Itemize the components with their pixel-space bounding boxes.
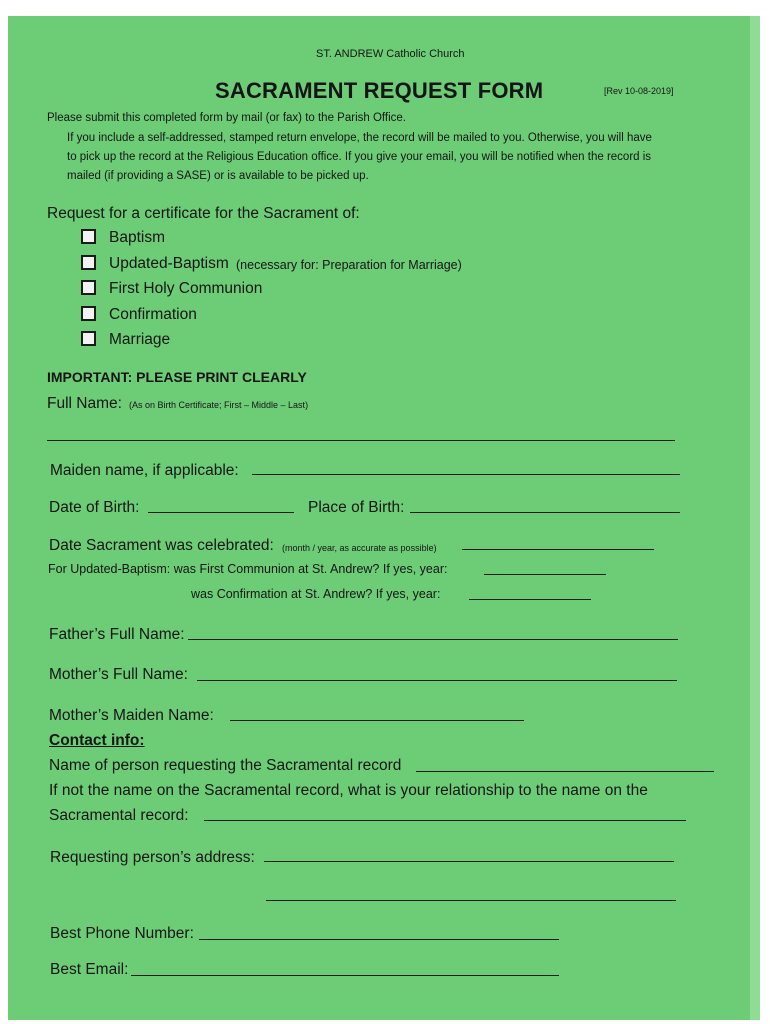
- father-name-field[interactable]: [188, 639, 678, 640]
- address-field-line-1[interactable]: [264, 861, 674, 862]
- requester-name-field[interactable]: [416, 771, 714, 772]
- option-first-communion-label: First Holy Communion: [109, 280, 263, 297]
- phone-field[interactable]: [199, 939, 559, 940]
- checkbox-confirmation[interactable]: [81, 306, 96, 321]
- father-name-label: Father’s Full Name:: [49, 626, 185, 643]
- dob-label: Date of Birth:: [49, 499, 140, 516]
- date-celebrated-field[interactable]: [462, 549, 654, 550]
- updated-communion-year-field[interactable]: [484, 574, 606, 575]
- checkbox-baptism[interactable]: [81, 229, 96, 244]
- mother-name-field[interactable]: [197, 680, 677, 681]
- date-celebrated-note: (month / year, as accurate as possible): [282, 543, 437, 553]
- updated-confirmation-label: was Confirmation at St. Andrew? If yes, year:: [191, 587, 441, 601]
- maiden-name-label: Maiden name, if applicable:: [50, 462, 239, 479]
- address-field-line-2[interactable]: [266, 900, 676, 901]
- option-confirmation-label: Confirmation: [109, 306, 197, 323]
- address-label: Requesting person’s address:: [50, 849, 255, 866]
- email-field[interactable]: [131, 975, 559, 976]
- requester-name-label: Name of person requesting the Sacramental record: [49, 757, 402, 774]
- intro-line-4: mailed (if providing a SASE) or is available to be picked up.: [67, 170, 369, 182]
- option-baptism-label: Baptism: [109, 229, 165, 246]
- contact-heading: Contact info:: [49, 732, 145, 749]
- mother-maiden-name-field[interactable]: [230, 720, 524, 721]
- checkbox-first-communion[interactable]: [81, 280, 96, 295]
- checkbox-updated-baptism[interactable]: [81, 255, 96, 270]
- email-label: Best Email:: [50, 961, 129, 978]
- dob-field[interactable]: [148, 512, 294, 513]
- option-marriage-label: Marriage: [109, 331, 171, 348]
- relationship-label-line-2: Sacramental record:: [49, 807, 189, 824]
- relationship-field[interactable]: [204, 820, 686, 821]
- maiden-name-field[interactable]: [252, 474, 680, 475]
- pob-field[interactable]: [410, 512, 680, 513]
- relationship-label-line-1: If not the name on the Sacramental record, what is your relationship to the name on the: [49, 782, 648, 799]
- option-updated-baptism-note: (necessary for: Preparation for Marriage): [236, 258, 462, 272]
- intro-line-2: If you include a self-addressed, stamped return envelope, the record will be mailed to you. Otherwise, you will have: [67, 132, 652, 144]
- full-name-note: (As on Birth Certificate; First – Middle – Last): [129, 400, 309, 410]
- phone-label: Best Phone Number:: [50, 925, 194, 942]
- church-name: ST. ANDREW Catholic Church: [316, 48, 465, 60]
- option-updated-baptism-label: Updated-Baptism: [109, 255, 229, 272]
- pob-label: Place of Birth:: [308, 499, 405, 516]
- updated-communion-label: For Updated-Baptism: was First Communion at St. Andrew? If yes, year:: [48, 562, 448, 576]
- date-celebrated-label: Date Sacrament was celebrated:: [49, 537, 274, 554]
- form-title: SACRAMENT REQUEST FORM: [215, 78, 544, 103]
- updated-confirmation-year-field[interactable]: [469, 599, 591, 600]
- checkbox-marriage[interactable]: [81, 331, 96, 346]
- full-name-field[interactable]: [47, 440, 675, 441]
- intro-line-3: to pick up the record at the Religious Education office. If you give your email, you will be notified when the record is: [67, 151, 652, 163]
- intro-line-1: Please submit this completed form by mail (or fax) to the Parish Office.: [47, 112, 406, 124]
- form-page: [8, 16, 760, 1020]
- mother-maiden-name-label: Mother’s Maiden Name:: [49, 707, 214, 724]
- mother-name-label: Mother’s Full Name:: [49, 666, 188, 683]
- full-name-label: Full Name:: [47, 395, 122, 412]
- revision-label: [Rev 10-08-2019]: [604, 86, 674, 96]
- important-notice: IMPORTANT: PLEASE PRINT CLEARLY: [47, 369, 307, 385]
- request-heading: Request for a certificate for the Sacrament of:: [47, 205, 360, 222]
